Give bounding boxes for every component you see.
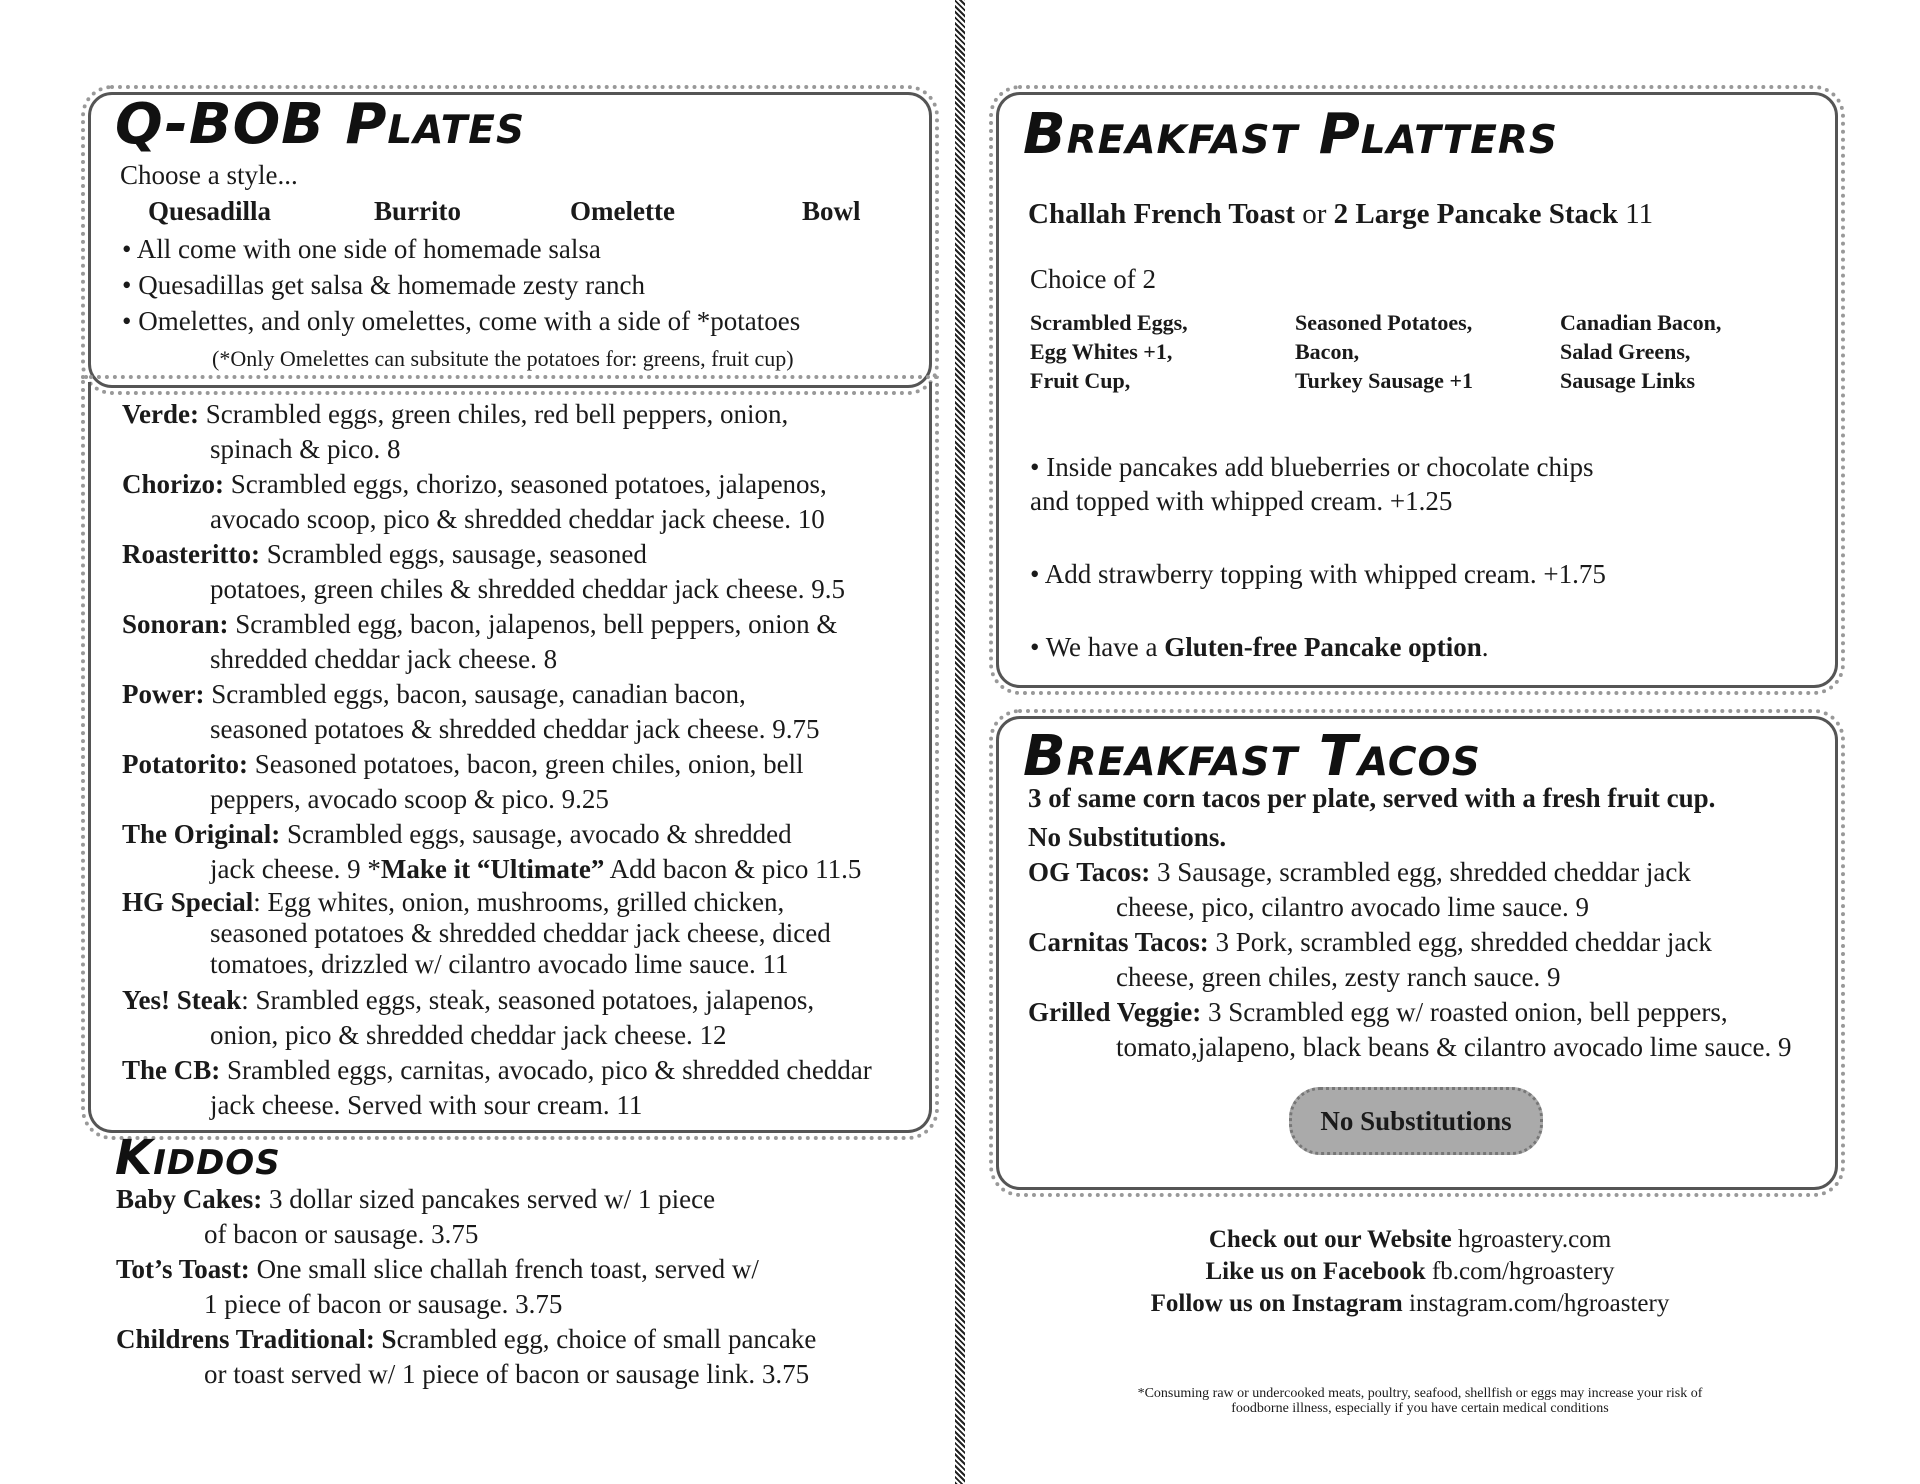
menu-item-verde: Verde: Scrambled eggs, green chiles, red bell peppers, onion, spinach & pico. 8 <box>122 399 789 464</box>
gluten-free-note: • We have a Gluten-free Pancake option. <box>1030 632 1489 662</box>
kids-item-tots-toast: Tot’s Toast: One small slice challah french toast, served w/ 1 piece of bacon or sausage. 3.75 <box>116 1254 759 1319</box>
menu-item-the-cb: The CB: Srambled eggs, carnitas, avocado, pico & shredded cheddar jack cheese. Served with sour cream. 11 <box>122 1055 872 1120</box>
menu-item-power: Power: Scrambled eggs, bacon, sausage, canadian bacon, seasoned potatoes & shredded cheddar jack cheese. 9.75 <box>122 679 820 744</box>
addon-strawberry: • Add strawberry topping with whipped cream. +1.75 <box>1030 559 1606 589</box>
website-line: Check out our Website hgroastery.com <box>1208 1226 1612 1253</box>
menu-item-chorizo: Chorizo: Scrambled eggs, chorizo, seasoned potatoes, jalapenos, avocado scoop, pico & shredded cheddar jack cheese. 10 <box>122 469 827 534</box>
style-burrito: Burrito <box>374 196 461 226</box>
menu-item-hg-special: HG Special: Egg whites, onion, mushrooms, grilled chicken, seasoned potatoes & shredded cheddar jack cheese, diced tomatoes, drizzled w/ cilantro avocado lime sauce. 11 <box>122 887 831 979</box>
menu-item-sonoran: Sonoran: Scrambled egg, bacon, jalapenos, bell peppers, onion & shredded cheddar jack cheese. 8 <box>122 609 838 674</box>
menu-item-the-original: The Original: Scrambled eggs, sausage, avocado & shredded jack cheese. 9 *Make it “Ultimate” Add bacon & pico 11.5 <box>122 819 862 884</box>
taco-item-grilled-veggie: Grilled Veggie: 3 Scrambled egg w/ roasted onion, bell peppers, tomato,jalapeno, black beans & cilantro avocado lime sauce. 9 <box>1028 997 1792 1062</box>
menu-item-roasteritto: Roasteritto: Scrambled eggs, sausage, seasoned potatoes, green chiles & shredded cheddar jack cheese. 9.5 <box>122 539 845 604</box>
taco-item-carnitas: Carnitas Tacos: 3 Pork, scrambled egg, shredded cheddar jack cheese, green chiles, zesty ranch sauce. 9 <box>1028 927 1712 992</box>
qbob-title: Q-BOB Plates <box>115 92 526 157</box>
no-substitutions-badge: No Substitutions <box>1289 1087 1543 1155</box>
kids-item-childrens-traditional: Childrens Traditional: Scrambled egg, choice of small pancake or toast served w/ 1 piece of bacon or sausage link. 3.75 <box>116 1324 817 1389</box>
instagram-line: Follow us on Instagram instagram.com/hgroastery <box>1150 1290 1670 1317</box>
kids-item-baby-cakes: Baby Cakes: 3 dollar sized pancakes served w/ 1 piece of bacon or sausage. 3.75 <box>116 1184 716 1249</box>
platters-title: Breakfast Platters <box>1023 102 1558 167</box>
choice-column-1: Scrambled Eggs, Egg Whites +1, Fruit Cup, <box>1030 310 1188 393</box>
note-ranch: • Quesadillas get salsa & homemade zesty ranch <box>122 270 646 300</box>
choice-of-2-label: Choice of 2 <box>1030 264 1156 294</box>
tacos-subtitle: 3 of same corn tacos per plate, served with a fresh fruit cup. <box>1028 783 1716 813</box>
choice-column-2: Seasoned Potatoes, Bacon, Turkey Sausage +1 <box>1295 310 1473 393</box>
tacos-no-substitutions-note: No Substitutions. <box>1028 822 1227 852</box>
addon-blueberries: • Inside pancakes add blueberries or chocolate chips and topped with whipped cream. +1.25 <box>1030 452 1594 516</box>
menu-item-yes-steak: Yes! Steak: Srambled eggs, steak, seasoned potatoes, jalapenos, onion, pico & shredded cheddar jack cheese. 12 <box>122 985 815 1050</box>
taco-item-og: OG Tacos: 3 Sausage, scrambled egg, shredded cheddar jack cheese, pico, cilantro avocado lime sauce. 9 <box>1028 857 1691 922</box>
note-potatoes: • Omelettes, and only omelettes, come with a side of *potatoes <box>122 306 801 336</box>
choose-style-text: Choose a style... <box>120 160 298 190</box>
platter-main-line: Challah French Toast or 2 Large Pancake Stack 11 <box>1028 198 1654 230</box>
note-salsa: • All come with one side of homemade salsa <box>122 234 601 264</box>
food-safety-disclaimer: *Consuming raw or undercooked meats, poultry, seafood, shellfish or eggs may increase your risk of foodborne illness, especially if you have certain medical conditions <box>1137 1386 1703 1416</box>
center-fold-divider <box>955 0 965 1484</box>
facebook-line: Like us on Facebook fb.com/hgroastery <box>1205 1258 1615 1285</box>
style-quesadilla: Quesadilla <box>148 196 272 226</box>
note-substitution: (*Only Omelettes can subsitute the potatoes for: greens, fruit cup) <box>212 346 794 371</box>
tacos-title: Breakfast Tacos <box>1023 724 1481 789</box>
menu-item-potatorito: Potatorito: Seasoned potatoes, bacon, green chiles, onion, bell peppers, avocado scoop & pico. 9.25 <box>122 749 804 814</box>
style-bowl: Bowl <box>802 196 861 226</box>
choice-column-3: Canadian Bacon, Salad Greens, Sausage Links <box>1560 310 1722 393</box>
kiddos-title: Kiddos <box>115 1130 281 1186</box>
style-omelette: Omelette <box>570 196 675 226</box>
